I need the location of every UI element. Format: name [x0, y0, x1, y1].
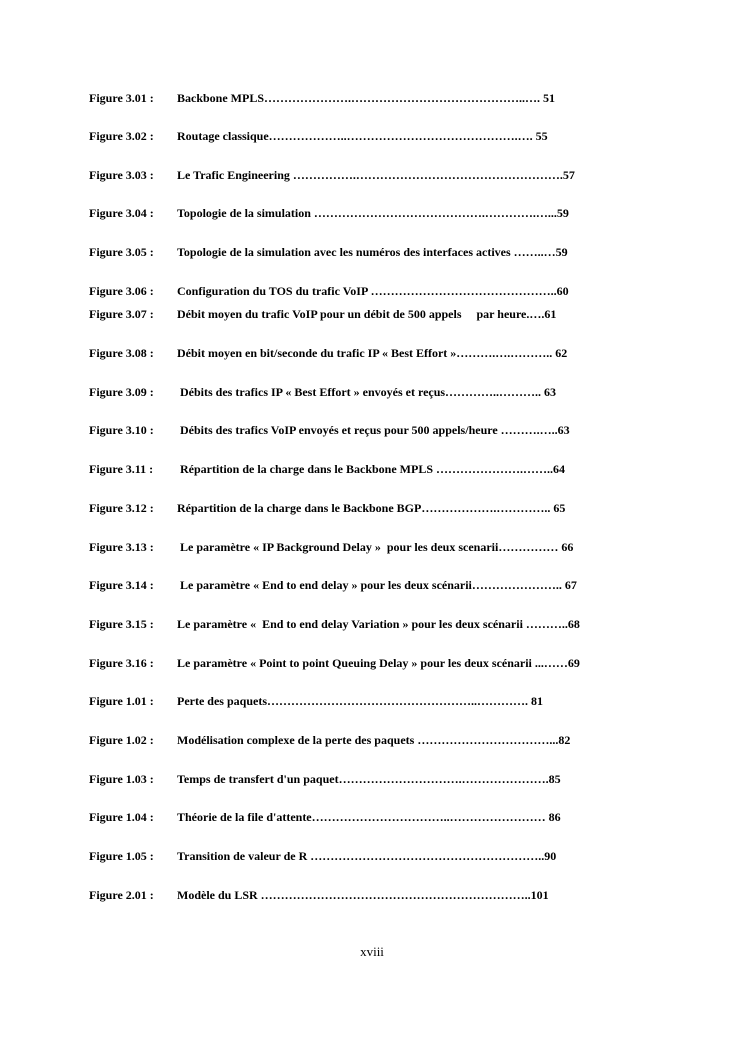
- figure-number: Figure 3.09 :: [89, 385, 154, 399]
- figure-number: Figure 1.03 :: [89, 772, 154, 786]
- figure-number: Figure 1.05 :: [89, 849, 154, 863]
- figure-title: Modélisation complexe de la perte des paquets ……………………………...82: [177, 733, 571, 747]
- figure-number: Figure 2.01 :: [89, 888, 154, 902]
- figure-number: Figure 3.14 :: [89, 578, 154, 592]
- figure-title: Transition de valeur de R …………………………………………………..90: [177, 849, 557, 863]
- figure-number: Figure 3.10 :: [89, 423, 154, 437]
- figure-title: Topologie de la simulation avec les numéros des interfaces actives ……..…59: [177, 245, 568, 259]
- figure-title: Perte des paquets……………………………………………..…………. 81: [177, 694, 543, 708]
- figure-title: Modèle du LSR …………………………………………………………..101: [177, 888, 549, 902]
- figure-title: Répartition de la charge dans le Backbone MPLS ………………….……..64: [177, 462, 566, 476]
- figure-title: Débit moyen du trafic VoIP pour un débit de 500 appels par heure.….61: [177, 307, 557, 321]
- figure-number: Figure 3.06 :: [89, 284, 154, 298]
- figure-title: Configuration du TOS du trafic VoIP ………………………………………..60: [177, 284, 569, 298]
- figure-title: Le paramètre « End to end delay » pour les deux scénarii………………….. 67: [177, 578, 577, 592]
- figure-number: Figure 3.08 :: [89, 346, 154, 360]
- figure-title: Débit moyen en bit/seconde du trafic IP « Best Effort »……….….……….. 62: [177, 346, 568, 360]
- figure-title: Le paramètre « Point to point Queuing Delay » pour les deux scénarii ...……69: [177, 656, 580, 670]
- figure-number: Figure 1.01 :: [89, 694, 154, 708]
- figure-title: Le paramètre « End to end delay Variation » pour les deux scénarii ………..68: [177, 617, 580, 631]
- figure-title: Backbone MPLS………………….……………………………………..…. 51: [177, 91, 556, 105]
- figure-title: Routage classique………………..…………………………………….…. 55: [177, 129, 548, 143]
- figure-title: Débits des trafics IP « Best Effort » envoyés et reçus…………..……….. 63: [177, 385, 557, 399]
- figure-number: Figure 3.11 :: [89, 462, 154, 476]
- figure-title: Le Trafic Engineering …………….…………………………………………….57: [177, 168, 575, 182]
- figure-number: Figure 3.05 :: [89, 245, 154, 259]
- figure-number: Figure 3.03 :: [89, 168, 154, 182]
- figure-number: Figure 3.12 :: [89, 501, 154, 515]
- figure-number: Figure 1.02 :: [89, 733, 154, 747]
- figure-title: Répartition de la charge dans le Backbone BGP……………….………….. 65: [177, 501, 566, 515]
- figure-number: Figure 3.02 :: [89, 129, 154, 143]
- figure-number: Figure 1.04 :: [89, 810, 154, 824]
- figure-number: Figure 3.13 :: [89, 540, 154, 554]
- figure-title: Temps de transfert d'un paquet………………………….………………….85: [177, 772, 561, 786]
- figure-title: Topologie de la simulation …………………………………….………….…...59: [177, 206, 569, 220]
- page-number: xviii: [360, 944, 384, 959]
- figure-number: Figure 3.16 :: [89, 656, 154, 670]
- figure-number: Figure 3.15 :: [89, 617, 154, 631]
- figure-number: Figure 3.04 :: [89, 206, 154, 220]
- figure-title: Débits des trafics VoIP envoyés et reçus pour 500 appels/heure ……….…..63: [177, 423, 570, 437]
- figure-number: Figure 3.07 :: [89, 307, 154, 321]
- figure-number: Figure 3.01 :: [89, 91, 154, 105]
- figure-title: Théorie de la file d'attente……………………………..…………………… 86: [177, 810, 561, 824]
- figure-title: Le paramètre « IP Background Delay » pour les deux scenarii…………… 66: [177, 540, 574, 554]
